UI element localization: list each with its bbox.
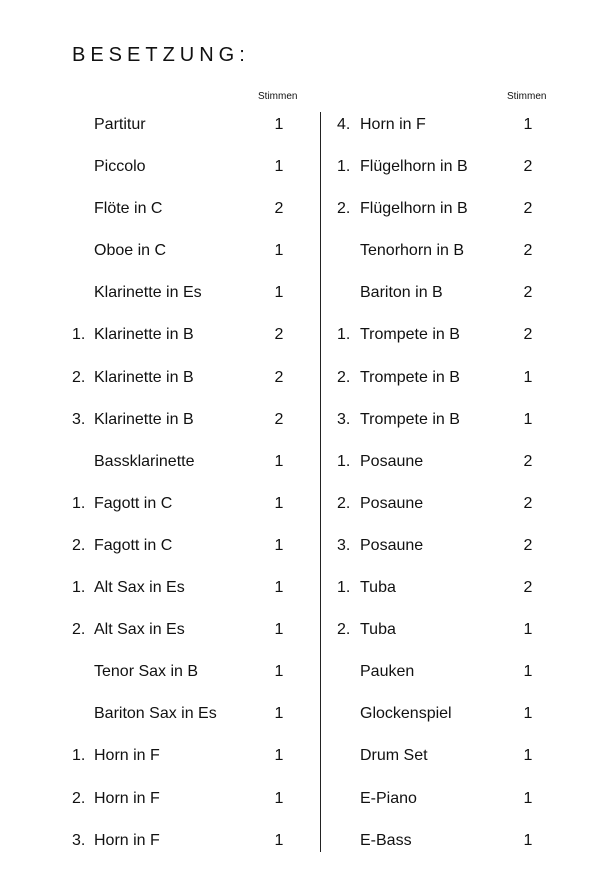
part-number: 1.	[72, 747, 86, 765]
voice-count: 1	[274, 831, 284, 849]
voice-count: 1	[274, 789, 284, 807]
voice-count: 2	[274, 368, 284, 386]
instrument-row	[320, 778, 610, 820]
instrument-name: Posaune	[360, 494, 424, 512]
voice-count: 2	[523, 158, 533, 176]
voice-count: 1	[274, 705, 284, 723]
part-number: 1.	[337, 326, 351, 344]
instrument-name: Horn in F	[94, 831, 160, 849]
part-number: 1.	[337, 452, 351, 470]
instrument-row	[0, 188, 300, 230]
instrument-row	[0, 314, 300, 356]
instrument-row	[320, 441, 610, 483]
instrument-row	[320, 525, 610, 567]
part-number: 2.	[337, 200, 351, 218]
instrument-name: Tenor Sax in B	[94, 663, 199, 681]
instrument-name: Bariton in B	[360, 284, 443, 302]
stimmen-header-left: Stimmen	[258, 91, 298, 102]
instrument-name: Fagott in C	[94, 536, 173, 554]
instrument-name: Bassklarinette	[94, 452, 195, 470]
instrument-name: Posaune	[360, 536, 424, 554]
instrument-name: Oboe in C	[94, 242, 167, 260]
voice-count: 2	[523, 326, 533, 344]
voice-count: 1	[523, 705, 533, 723]
part-number: 1.	[72, 579, 86, 597]
instrument-row	[0, 146, 300, 188]
instrument-row	[0, 230, 300, 272]
instrument-row	[320, 820, 610, 862]
instrument-name: Klarinette in B	[94, 326, 194, 344]
instrument-row	[0, 609, 300, 651]
instrument-name: Trompete in B	[360, 410, 460, 428]
instrument-row	[320, 272, 610, 314]
voice-count: 1	[523, 663, 533, 681]
instrument-name: Alt Sax in Es	[94, 621, 185, 639]
instrument-row	[0, 525, 300, 567]
part-number: 2.	[337, 368, 351, 386]
instrument-name: Partitur	[94, 116, 146, 133]
instrument-name: Klarinette in Es	[94, 284, 202, 302]
instrument-row	[0, 778, 300, 820]
instrument-name: Tenorhorn in B	[360, 242, 465, 260]
instrument-name: Bariton Sax in Es	[94, 705, 217, 723]
voice-count: 2	[274, 410, 284, 428]
part-number: 2.	[72, 621, 86, 639]
part-number: 2.	[72, 789, 86, 807]
voice-count: 1	[523, 410, 533, 428]
instrument-name: Piccolo	[94, 158, 146, 176]
voice-count: 1	[274, 621, 284, 639]
part-number: 3.	[337, 536, 351, 554]
part-number: 3.	[72, 831, 86, 849]
instrument-name: Trompete in B	[360, 368, 460, 386]
instrument-row	[0, 104, 300, 146]
instrument-row	[0, 567, 300, 609]
voice-count: 1	[523, 831, 533, 849]
part-number: 2.	[337, 494, 351, 512]
part-number: 1.	[72, 494, 86, 512]
instrument-row	[320, 188, 610, 230]
part-number: 2.	[72, 368, 86, 386]
instrument-list-right	[320, 104, 610, 862]
instrument-row	[320, 230, 610, 272]
instrument-row	[320, 567, 610, 609]
instrument-row	[320, 483, 610, 525]
voice-count: 1	[274, 116, 284, 133]
instrument-name: Flügelhorn in B	[360, 200, 468, 218]
instrument-name: Tuba	[360, 579, 396, 597]
stimmen-header-right: Stimmen	[507, 91, 547, 102]
instrument-row	[0, 483, 300, 525]
instrument-row	[320, 146, 610, 188]
part-number: 2.	[337, 621, 351, 639]
part-number: 2.	[72, 536, 86, 554]
voice-count: 1	[274, 284, 284, 302]
instrument-name: Posaune	[360, 452, 424, 470]
instrument-name: Tuba	[360, 621, 396, 639]
part-number: 3.	[72, 410, 86, 428]
instrument-name: Flügelhorn in B	[360, 158, 468, 176]
instrument-name: E-Bass	[360, 831, 412, 849]
instrument-name: Glockenspiel	[360, 705, 452, 723]
voice-count: 1	[274, 452, 284, 470]
instrument-row	[320, 651, 610, 693]
voice-count: 1	[523, 368, 533, 386]
voice-count: 2	[274, 200, 284, 218]
instrument-row	[0, 399, 300, 441]
instrument-row	[320, 609, 610, 651]
voice-count: 2	[523, 494, 533, 512]
voice-count: 2	[523, 579, 533, 597]
instrument-name: Horn in F	[94, 789, 160, 807]
instrument-name: Pauken	[360, 663, 415, 681]
voice-count: 2	[523, 536, 533, 554]
instrument-row	[0, 651, 300, 693]
voice-count: 1	[274, 494, 284, 512]
voice-count: 2	[523, 242, 533, 260]
instrument-name: Drum Set	[360, 747, 428, 765]
voice-count: 1	[523, 747, 533, 765]
instrument-name: Horn in F	[360, 116, 426, 133]
instrument-name: Horn in F	[94, 747, 160, 765]
instrument-row	[320, 357, 610, 399]
instrument-row	[0, 735, 300, 777]
voice-count: 1	[523, 621, 533, 639]
instrument-name: E-Piano	[360, 789, 417, 807]
instrument-row	[320, 693, 610, 735]
page-title: BESETZUNG:	[72, 44, 250, 66]
voice-count: 2	[523, 200, 533, 218]
voice-count: 1	[523, 116, 533, 133]
instrument-row	[0, 357, 300, 399]
instrument-row	[320, 104, 610, 146]
instrument-row	[0, 693, 300, 735]
voice-count: 1	[274, 158, 284, 176]
part-number: 3.	[337, 410, 351, 428]
instrument-list-left	[0, 104, 300, 862]
voice-count: 1	[523, 789, 533, 807]
instrument-row	[0, 820, 300, 862]
instrument-row	[0, 272, 300, 314]
instrument-row	[320, 399, 610, 441]
instrument-name: Klarinette in B	[94, 410, 194, 428]
voice-count: 2	[523, 284, 533, 302]
voice-count: 1	[274, 536, 284, 554]
voice-count: 1	[274, 242, 284, 260]
instrument-name: Alt Sax in Es	[94, 579, 185, 597]
part-number: 1.	[337, 579, 351, 597]
part-number: 4.	[337, 116, 351, 133]
instrument-row	[320, 735, 610, 777]
instrument-row	[320, 314, 610, 356]
part-number: 1.	[72, 326, 86, 344]
instrument-name: Klarinette in B	[94, 368, 194, 386]
instrument-name: Trompete in B	[360, 326, 460, 344]
voice-count: 2	[274, 326, 284, 344]
voice-count: 1	[274, 579, 284, 597]
instrument-name: Flöte in C	[94, 200, 163, 218]
instrument-row	[0, 441, 300, 483]
voice-count: 1	[274, 747, 284, 765]
voice-count: 1	[274, 663, 284, 681]
instrument-name: Fagott in C	[94, 494, 173, 512]
part-number: 1.	[337, 158, 351, 176]
voice-count: 2	[523, 452, 533, 470]
